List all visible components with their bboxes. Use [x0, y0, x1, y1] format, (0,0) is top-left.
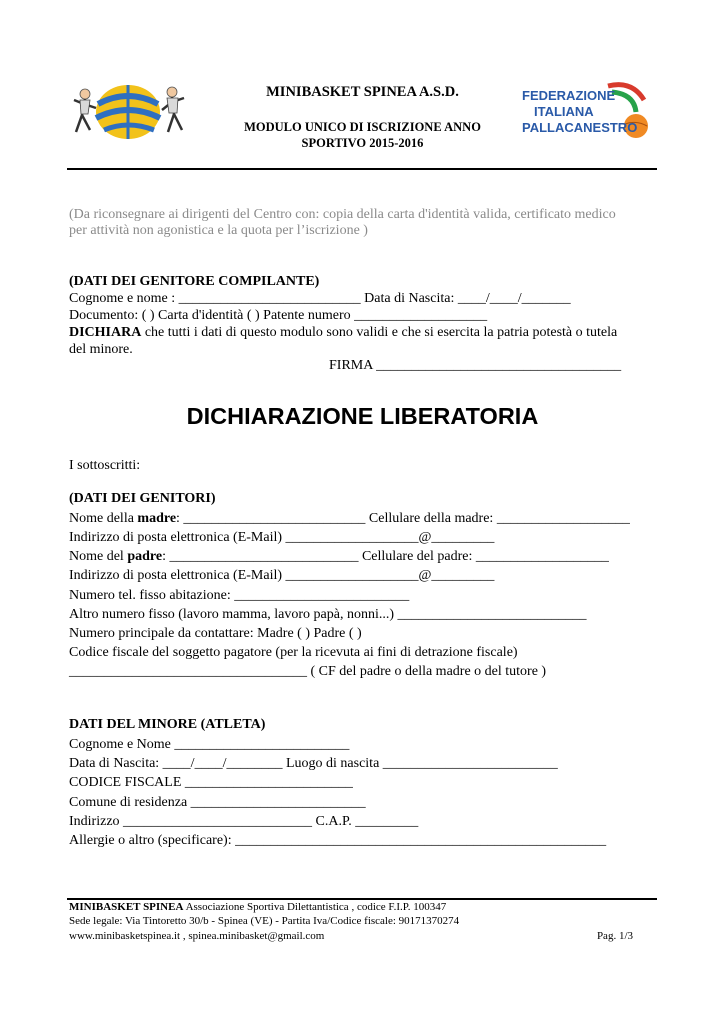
fip-logo-text-2: ITALIANA [534, 104, 594, 119]
footer-org-rest: Associazione Sportiva Dilettantistica , codice F.I.P. 100347 [183, 901, 447, 913]
minor-allergies-field[interactable]: Allergie o altro (specificare): _____________________________________________________ [69, 833, 607, 848]
minor-address-field[interactable]: Indirizzo ___________________________ C.A.P. _________ [69, 814, 419, 829]
fip-logo-text-1: FEDERAZIONE [522, 88, 616, 103]
main-title: DICHIARAZIONE LIBERATORIA [186, 403, 539, 429]
declaration-keyword: DICHIARA [69, 325, 142, 340]
undersigned-label: I sottoscritti: [69, 458, 141, 473]
footer-line-1 [69, 901, 446, 914]
header-divider [67, 168, 657, 170]
signature-field[interactable]: FIRMA ___________________________________ [329, 358, 622, 373]
declaration-text [69, 324, 617, 341]
page-number: Pag. 1/3 [596, 930, 633, 942]
main-contact-field[interactable]: Numero principale da contattare: Madre ( ) Padre ( ) [69, 626, 362, 641]
footer-org: MINIBASKET SPINEA [69, 901, 184, 913]
footer-line-3: www.minibasketspinea.it , spinea.minibasket@gmail.com [69, 930, 325, 942]
form-title-line-2: SPORTIVO 2015-2016 [301, 136, 424, 150]
declaration-rest: che tutti i dati di questo modulo sono validi e che si esercita la patria potestà o tutela [141, 325, 618, 340]
mother-prefix: Nome della [69, 511, 138, 526]
parent-name-field[interactable]: Cognome e nome : __________________________ Data di Nascita: ____/____/_______ [69, 291, 571, 306]
minor-name-field[interactable]: Cognome e Nome _________________________ [69, 737, 350, 752]
org-name: MINIBASKET SPINEA A.S.D. [266, 84, 459, 100]
mother-suffix: : __________________________ Cellulare della madre: ___________________ [176, 511, 630, 526]
footer-line-2: Sede legale: Via Tintoretto 30/b - Spinea (VE) - Partita Iva/Codice fiscale: 90171370274 [69, 915, 460, 927]
father-email-field[interactable]: Indirizzo di posta elettronica (E-Mail) ___________________@_________ [69, 568, 495, 583]
instructions-line-2: per attività non agonistica e la quota per l’iscrizione ) [69, 223, 368, 238]
tax-code-field[interactable]: __________________________________ ( CF del padre o della madre o del tutore ) [69, 664, 547, 679]
instructions-line-1: (Da riconsegnare ai dirigenti del Centro con: copia della carta d'identità valida, certificato medico [69, 207, 616, 222]
parent-document-field[interactable]: Documento: ( ) Carta d'identità ( ) Patente numero ___________________ [69, 308, 488, 323]
minor-birth-field[interactable]: Data di Nascita: ____/____/________ Luogo di nascita _________________________ [69, 756, 558, 771]
father-prefix: Nome del [69, 549, 128, 564]
footer-divider [67, 898, 657, 900]
minor-residence-field[interactable]: Comune di residenza _________________________ [69, 795, 366, 810]
tax-code-label: Codice fiscale del soggetto pagatore (per la ricevuta ai fini di detrazione fiscale) [69, 645, 518, 660]
form-title-line-1: MODULO UNICO DI ISCRIZIONE ANNO [244, 120, 481, 134]
mother-bold: madre [137, 511, 177, 526]
fip-logo-text-3: PALLACANESTRO [522, 120, 638, 135]
home-phone-field[interactable]: Numero tel. fisso abitazione: _________________________ [69, 588, 410, 603]
parent-compiler-heading: (DATI DEI GENITORE COMPILANTE) [69, 274, 320, 289]
other-phone-field[interactable]: Altro numero fisso (lavoro mamma, lavoro papà, nonni...) ___________________________ [69, 607, 587, 622]
father-bold: padre [127, 549, 163, 564]
declaration-line-2: del minore. [69, 342, 133, 357]
minor-heading: DATI DEL MINORE (ATLETA) [69, 717, 266, 732]
father-suffix: : ___________________________ Cellulare del padre: ___________________ [162, 549, 609, 564]
minor-fiscal-code-field[interactable]: CODICE FISCALE ________________________ [69, 775, 353, 790]
parents-heading: (DATI DEI GENITORI) [69, 491, 216, 506]
mother-email-field[interactable]: Indirizzo di posta elettronica (E-Mail) ___________________@_________ [69, 530, 495, 545]
mother-name-field[interactable] [69, 510, 630, 527]
father-name-field[interactable] [69, 548, 609, 565]
fip-logo [520, 80, 655, 142]
